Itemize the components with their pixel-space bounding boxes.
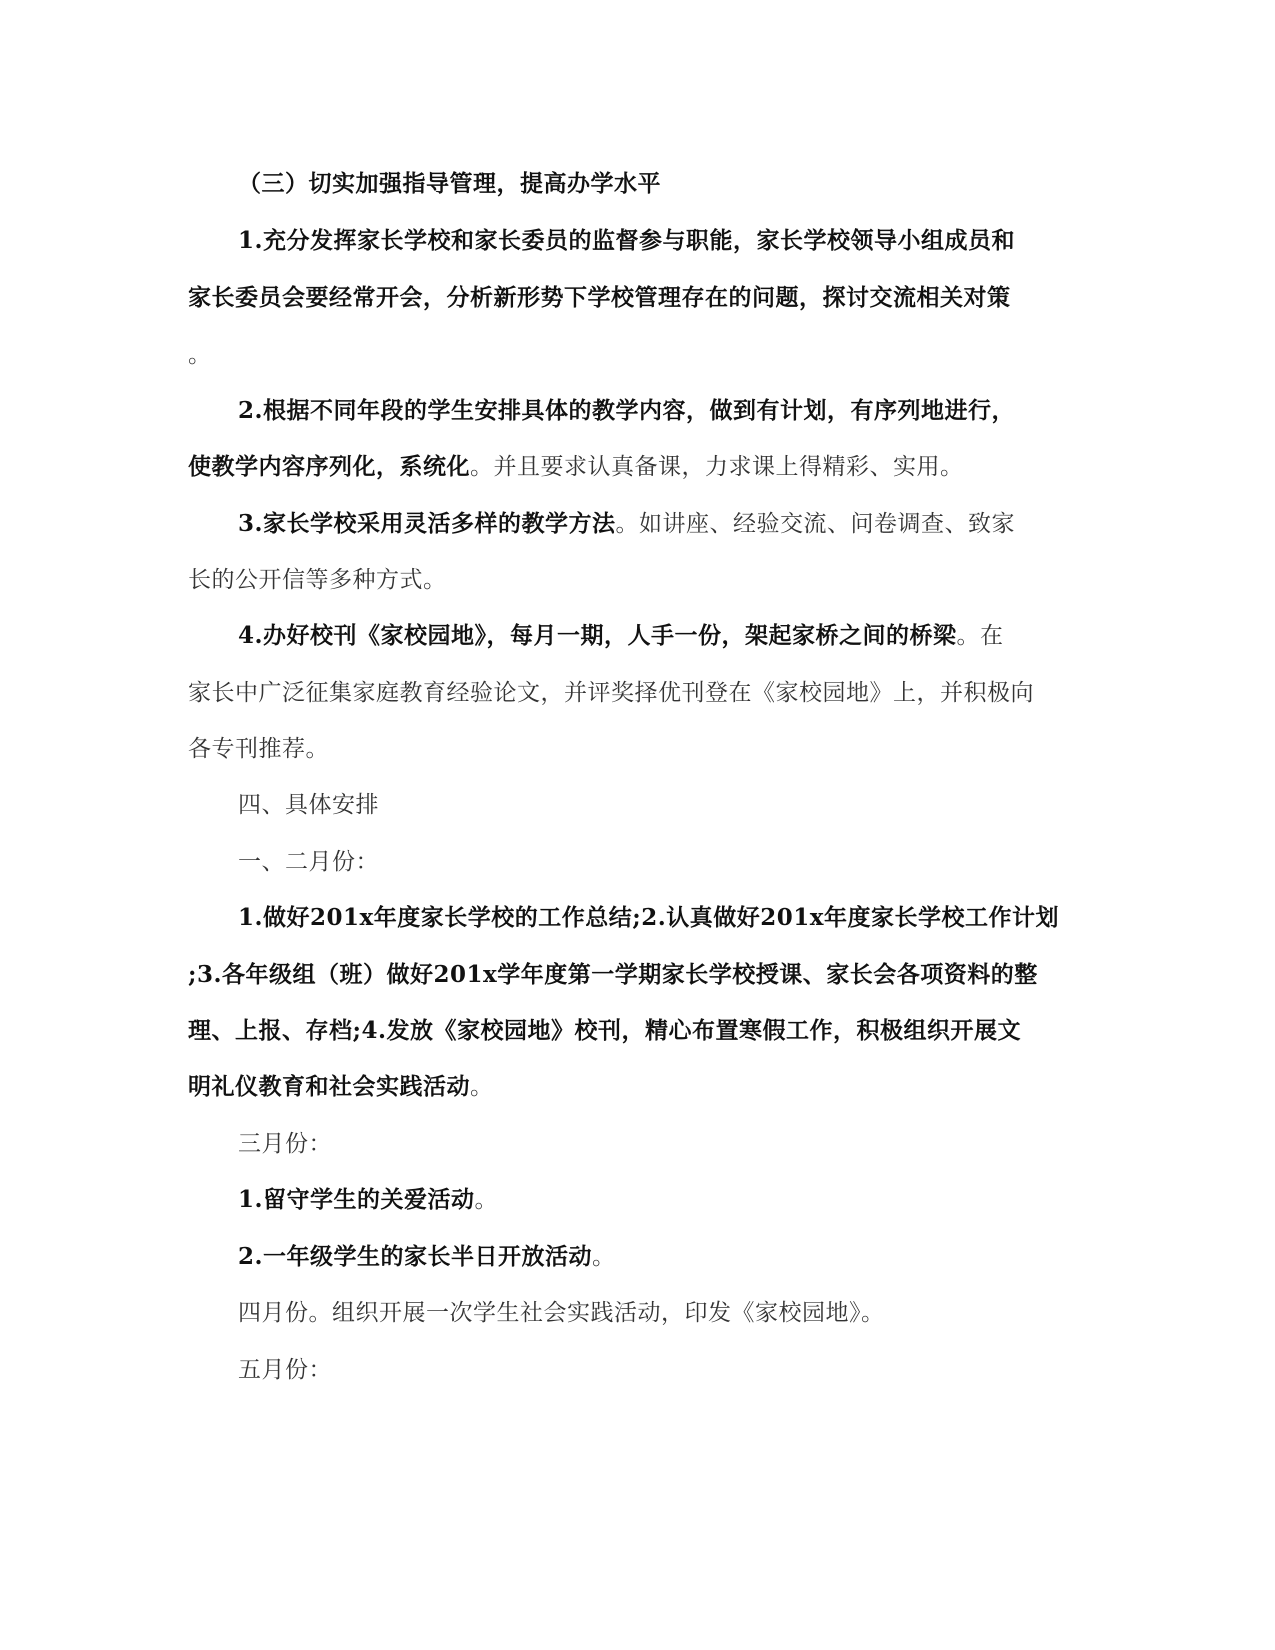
section-heading-4: 四、具体安排	[238, 792, 379, 818]
month-heading-march: 三月份：	[238, 1131, 332, 1157]
paragraph-3-regular-text: 。如讲座、经验交流、问卷调查、致家	[615, 511, 1016, 537]
paragraph-4-regular-text: 。在	[956, 623, 1004, 649]
section-heading-3: （三）切实加强指导管理，提高办学水平	[238, 170, 661, 197]
paragraph-4-line-3: 各专刊推荐。	[188, 736, 329, 762]
jan-feb-line-4	[188, 1071, 494, 1103]
month-heading-jan-feb: 一、二月份：	[238, 849, 379, 875]
march-item-2-bold: 2.一年级学生的家长半日开放活动	[238, 1243, 593, 1270]
jan-feb-bold-text: 明礼仪教育和社会实践活动	[188, 1073, 470, 1100]
paragraph-2-line-2	[188, 451, 964, 483]
march-item-1-regular: 。	[474, 1187, 499, 1213]
march-item-2-regular: 。	[592, 1244, 616, 1270]
paragraph-4-bold-text: 4.办好校刊《家校园地》，每月一期，人手一份，架起家桥之间的桥梁	[238, 622, 957, 649]
jan-feb-line-3: 理、上报、存档;4.发放《家校园地》校刊，精心布置寒假工作，积极组织开展文	[188, 1017, 1022, 1044]
jan-feb-regular-text: 。	[470, 1074, 494, 1100]
paragraph-3-line-2: 长的公开信等多种方式。	[188, 567, 447, 593]
march-item-1-bold: 1.留守学生的关爱活动	[238, 1186, 475, 1213]
paragraph-2-line-1: 2.根据不同年段的学生安排具体的教学内容，做到有计划，有序列地进行，	[238, 397, 1016, 424]
march-item-1	[238, 1184, 498, 1216]
paragraph-2-regular-text: 。并且要求认真备课，力求课上得精彩、实用。	[470, 454, 964, 480]
jan-feb-line-2: ;3.各年级组（班）做好201x学年度第一学期家长学校授课、家长会各项资料的整	[188, 961, 1038, 988]
jan-feb-line-1: 1.做好201x年度家长学校的工作总结;2.认真做好201x年度家长学校工作计划	[238, 904, 1059, 931]
paragraph-2-bold-text: 使教学内容序列化，系统化	[188, 453, 470, 480]
paragraph-1-line-1: 1.充分发挥家长学校和家长委员的监督参与职能，家长学校领导小组成员和	[238, 227, 1016, 254]
march-item-2	[238, 1241, 616, 1273]
month-heading-may: 五月份：	[238, 1357, 332, 1383]
paragraph-4-line-1	[238, 620, 1004, 652]
paragraph-3-line-1	[238, 508, 1015, 540]
paragraph-3-bold-text: 3.家长学校采用灵活多样的教学方法	[238, 510, 616, 537]
paragraph-1-line-2: 家长委员会要经常开会，分析新形势下学校管理存在的问题，探讨交流相关对策	[188, 284, 1011, 311]
month-april: 四月份。组织开展一次学生社会实践活动，印发《家校园地》。	[238, 1300, 885, 1326]
paragraph-1-line-3: 。	[188, 342, 212, 368]
paragraph-4-line-2: 家长中广泛征集家庭教育经验论文，并评奖择优刊登在《家校园地》上，并积极向	[188, 680, 1034, 706]
